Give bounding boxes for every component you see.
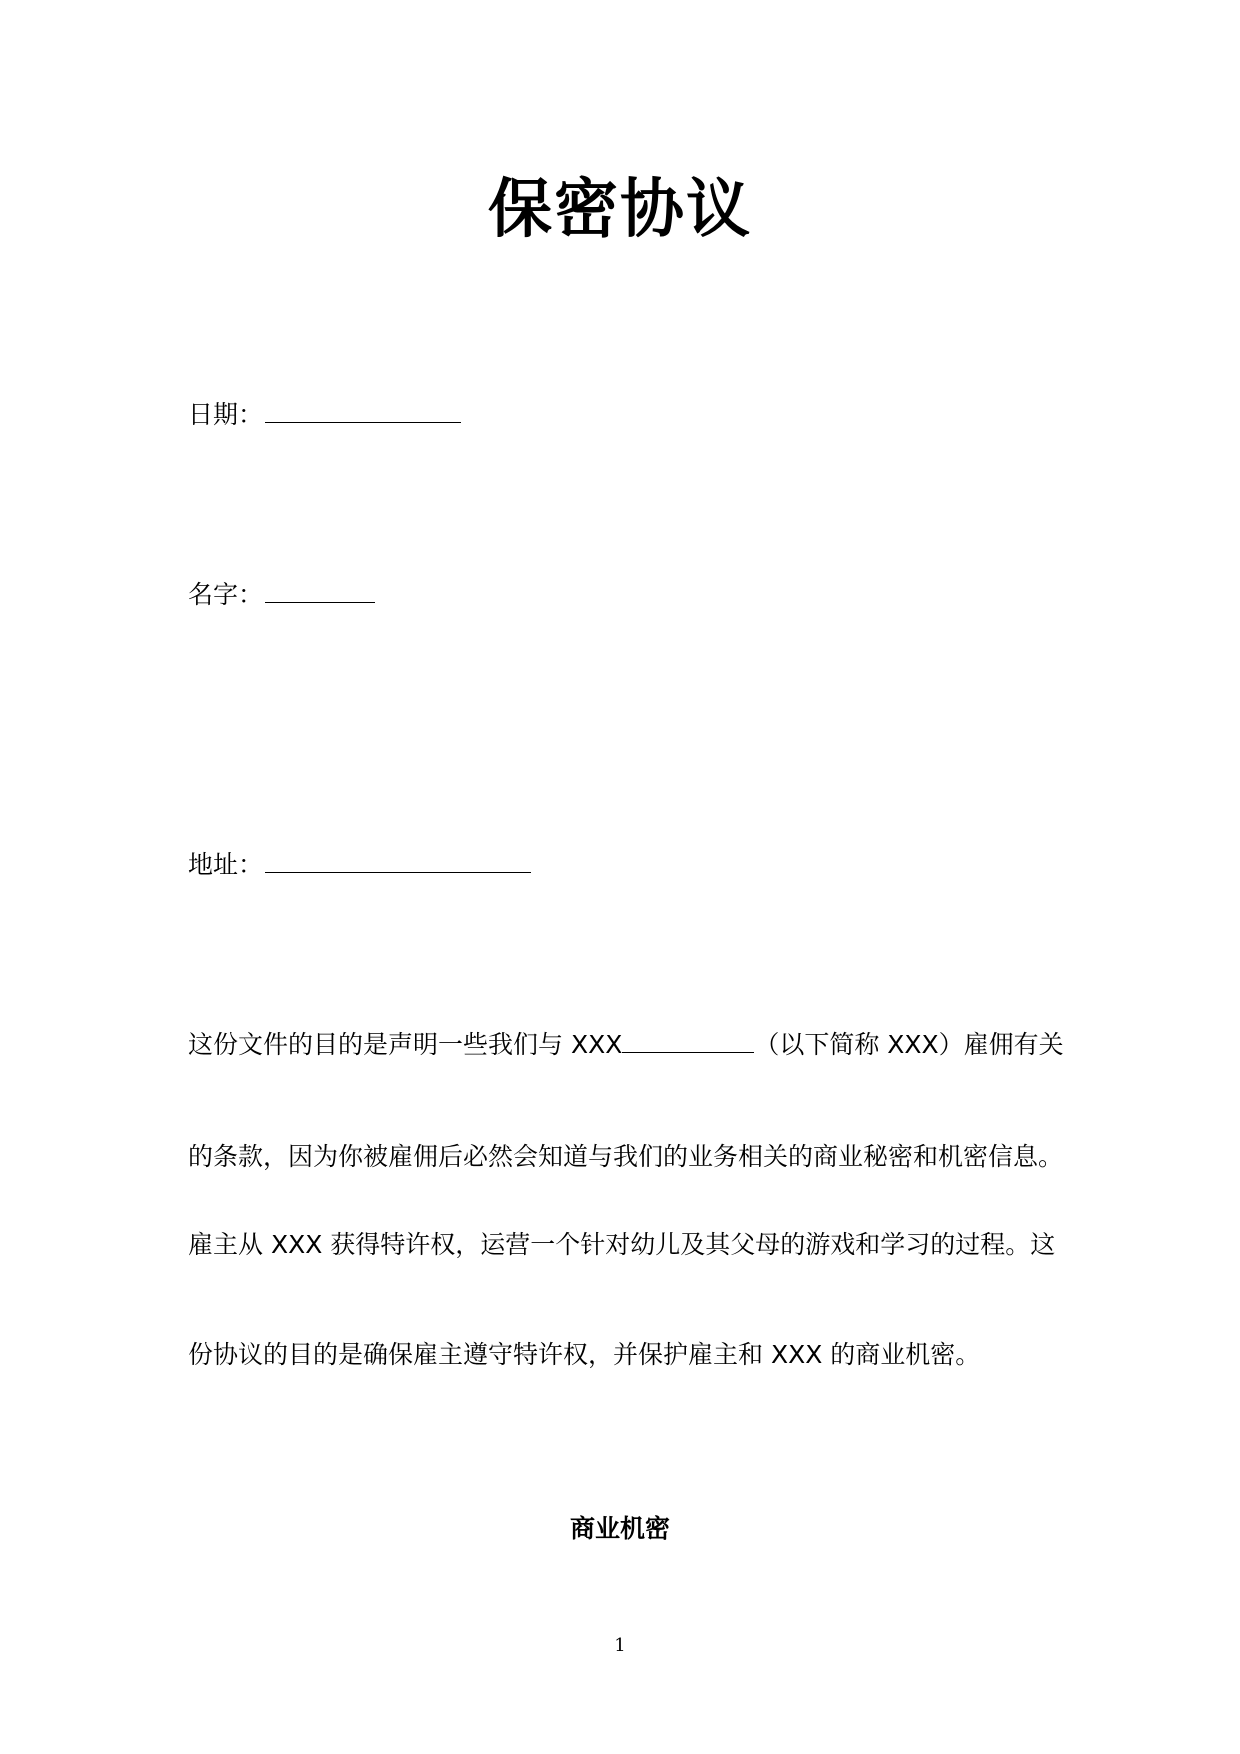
- date-label: 日期：: [188, 400, 264, 429]
- date-field: [188, 396, 461, 432]
- document-title: 保密协议: [488, 173, 752, 247]
- date-blank-line: [265, 396, 461, 423]
- name-blank-line: [265, 576, 375, 603]
- address-label: 地址：: [188, 850, 264, 879]
- address-field: [188, 846, 531, 882]
- name-label: 名字：: [188, 580, 264, 609]
- intro-line-2: 的条款，因为你被雇佣后必然会知道与我们的业务相关的商业秘密和机密信息。: [188, 1142, 1064, 1171]
- intro-line-1-text-before: 这份文件的目的是声明一些我们与 XXX: [188, 1030, 623, 1059]
- intro-line-4: 份协议的目的是确保雇主遵守特许权，并保护雇主和 XXX 的商业机密。: [188, 1340, 981, 1369]
- company-blank-line: [622, 1028, 754, 1053]
- page-number: 1: [614, 1635, 626, 1656]
- intro-line-1-text-after: （以下简称 XXX）雇佣有关: [754, 1030, 1064, 1059]
- section-heading: 商业机密: [569, 1514, 670, 1543]
- name-field: [188, 576, 375, 612]
- address-blank-line: [265, 846, 531, 873]
- intro-line-1: [188, 1028, 1064, 1062]
- intro-line-3: 雇主从 XXX 获得特许权，运营一个针对幼儿及其父母的游戏和学习的过程。这: [188, 1230, 1056, 1259]
